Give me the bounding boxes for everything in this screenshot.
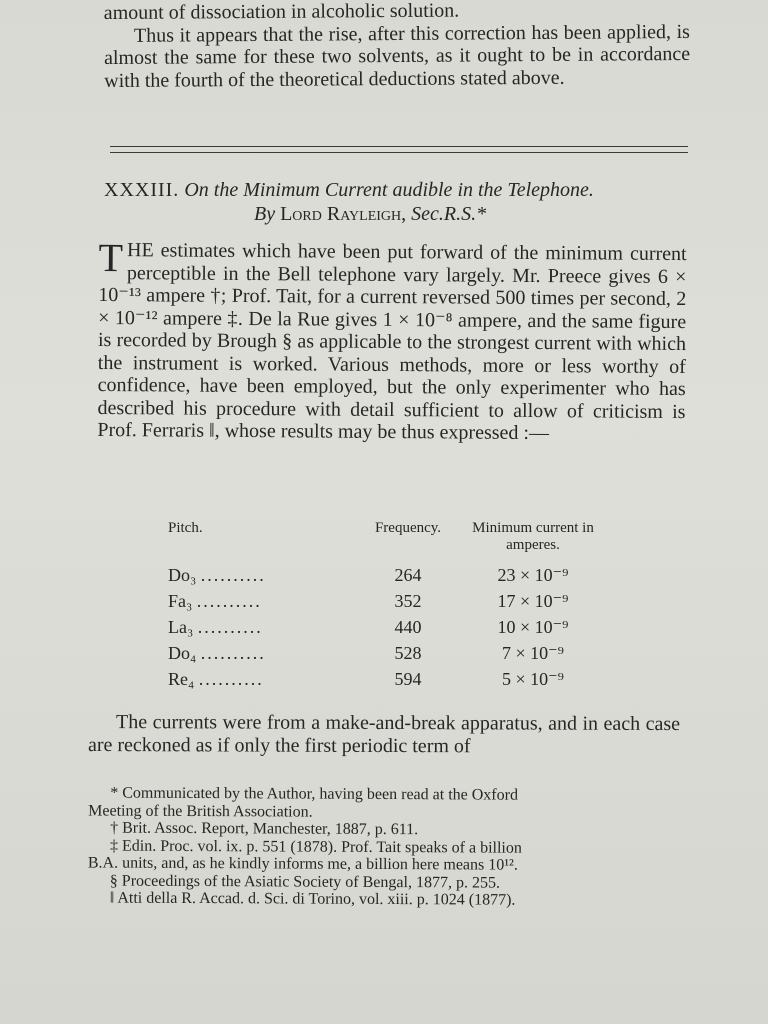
frequency-cell: 528 (394, 642, 422, 663)
footnotes (88, 784, 681, 910)
header-frequency: Frequency. (374, 520, 442, 536)
table-row (168, 614, 598, 640)
frequency-cell: 594 (394, 668, 422, 689)
footnote-5: ‖ Atti della R. Accad. d. Sci. di Torino, vol. xiii. p. 1024 (1877). (109, 889, 516, 909)
previous-line: amount of dissociation in alcoholic solution. (103, 0, 460, 25)
continuation-paragraph (88, 711, 680, 758)
article-heading (104, 178, 690, 226)
drop-cap: T (98, 234, 124, 281)
author-affiliation: Sec.R.S.* (411, 203, 487, 225)
current-cell: 17 × 10⁻⁹ (497, 590, 569, 611)
header-pitch: Pitch. (168, 520, 203, 536)
leader-dots: .......... (198, 668, 264, 689)
continuation-text: The currents were from a make-and-break apparatus, and in each case are reckoned as if only the first periodic term of (87, 711, 681, 757)
current-cell: 7 × 10⁻⁹ (502, 642, 564, 663)
article-number: XXXIII. (104, 179, 180, 201)
frequency-cell: 352 (394, 590, 422, 611)
frequency-cell: 264 (394, 564, 422, 585)
footnote-3-line-2: B.A. units, and, as he kindly informs me, a billion here means 10¹². (87, 854, 518, 874)
footnote-3-line-1: ‡ Edin. Proc. vol. ix. p. 551 (1878). Prof. Tait speaks of a billion (109, 837, 522, 857)
footnote-1-line-2: Meeting of the British Association. (88, 801, 313, 821)
previous-paragraph: Thus it appears that the rise, after this correction has been applied, is almost the same for these two solvents, as it ought to be in accordance with the fourth of the theoretical deductions stated above. (104, 20, 691, 92)
footnote-1-line-1: * Communicated by the Author, having been read at the Oxford (110, 784, 519, 804)
ferraris-results-table (168, 520, 598, 692)
pitch-cell: Re₄ (168, 668, 195, 689)
current-cell: 5 × 10⁻⁹ (502, 668, 564, 689)
frequency-cell: 440 (394, 616, 422, 637)
author-name: Lord Rayleigh, (280, 203, 407, 225)
pitch-cell: Do₃ (168, 564, 197, 585)
leader-dots: .......... (200, 642, 266, 663)
current-cell: 23 × 10⁻⁹ (497, 564, 569, 585)
footnote-2: † Brit. Assoc. Report, Manchester, 1887, p. 611. (110, 819, 419, 839)
pitch-cell: Do₄ (168, 642, 197, 663)
body-text: HE estimates which have been put forward of the minimum current perceptible in the Bell telephone vary largely. Mr. Preece gives 6 × 10⁻¹³ ampere †; Prof. Tait, for a current reversed 500 times per second, 2 × 10⁻¹² ampere ‡. De la Rue gives 1 × 10⁻⁸ ampere, and the same figure is recorded by Brough § as applicable to the strongest current with which the instrument is worked. Various methods, more or less worthy of confidence, have been employed, but the only experimenter who has described his procedure with detail sufficient to allow of criticism is Prof. Ferraris ‖, whose results may be thus expressed :— (97, 239, 687, 445)
leader-dots: .......... (196, 590, 262, 611)
leader-dots: .......... (200, 564, 266, 585)
section-rule-thin (110, 152, 688, 153)
pitch-cell: Fa₃ (168, 590, 193, 611)
article-title: On the Minimum Current audible in the Telephone. (184, 179, 594, 201)
footnote-4: § Proceedings of the Asiatic Society of Bengal, 1877, p. 255. (109, 872, 501, 892)
section-rule-thick (110, 146, 688, 147)
pitch-cell: La₃ (168, 616, 194, 637)
previous-article-ending (104, 0, 691, 92)
article-body (97, 234, 687, 446)
header-minimum-current: Minimum current in amperes. (472, 520, 594, 553)
current-cell: 10 × 10⁻⁹ (497, 616, 569, 637)
table-row (168, 666, 598, 692)
byline-by: By (254, 203, 276, 225)
leader-dots: .......... (197, 616, 263, 637)
table-row (168, 640, 598, 666)
table-row (168, 588, 598, 614)
table-row (168, 562, 598, 588)
